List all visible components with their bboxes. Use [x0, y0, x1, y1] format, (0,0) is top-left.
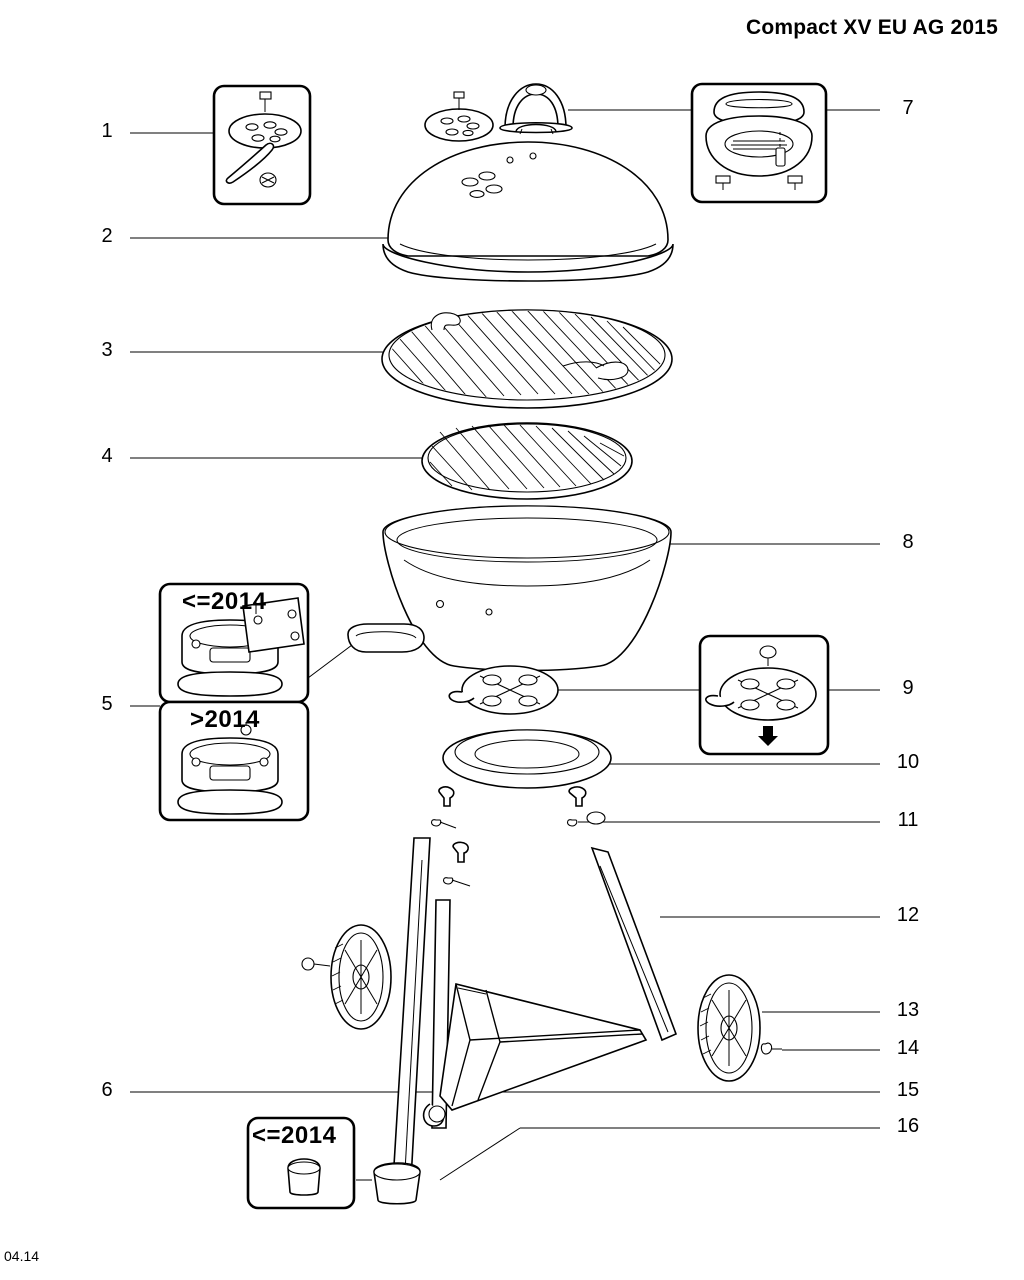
part-3-cooking-grate: [382, 310, 672, 408]
part-7-lid-handle-loose: [500, 84, 572, 134]
callout-8: 8: [902, 531, 914, 553]
part-1-damper-loose: [425, 92, 493, 141]
page-title: Compact XV EU AG 2015: [745, 16, 998, 39]
part-9-bottom-damper-box: [700, 636, 828, 754]
callout-11: 11: [897, 809, 919, 831]
callout-16: 16: [896, 1115, 920, 1137]
part-13-wheel-left: [302, 925, 391, 1029]
callout-9: 9: [902, 677, 914, 699]
callout-3: 3: [101, 339, 113, 361]
variant-label-handle-newer: >2014: [190, 706, 260, 733]
callout-14: 14: [896, 1037, 920, 1059]
part-5-bowl-handle-loose: [348, 624, 424, 652]
callout-1: 1: [101, 120, 113, 142]
part-8-kettle-bowl: [383, 506, 671, 671]
part-12-legs-frame: [392, 838, 676, 1198]
footer-revision-code: 04.14: [4, 1248, 40, 1264]
callout-13: 13: [896, 999, 920, 1021]
callout-2: 2: [101, 225, 113, 247]
callout-6: 6: [101, 1079, 113, 1101]
variant-label-handle-older: <=2014: [182, 588, 267, 615]
part-1-lid-damper-box: [214, 86, 310, 204]
callout-12: 12: [896, 904, 920, 926]
part-4-charcoal-grate: [422, 423, 632, 499]
part-10-ash-pan: [443, 730, 611, 788]
part-7-lid-handle-box: [692, 84, 826, 202]
callout-7: 7: [902, 97, 914, 119]
callout-15: 15: [896, 1079, 920, 1101]
callout-10: 10: [896, 751, 920, 773]
part-13-wheel-right: [698, 975, 782, 1081]
part-11-leg-fasteners: [432, 787, 606, 886]
part-9-bottom-damper-loose: [449, 666, 558, 714]
part-2-lid-dome: [383, 142, 673, 281]
variant-label-foot-older: <=2014: [252, 1122, 337, 1149]
part-16-leg-foot: [374, 1163, 420, 1204]
callout-4: 4: [101, 445, 113, 467]
callout-5: 5: [101, 693, 113, 715]
